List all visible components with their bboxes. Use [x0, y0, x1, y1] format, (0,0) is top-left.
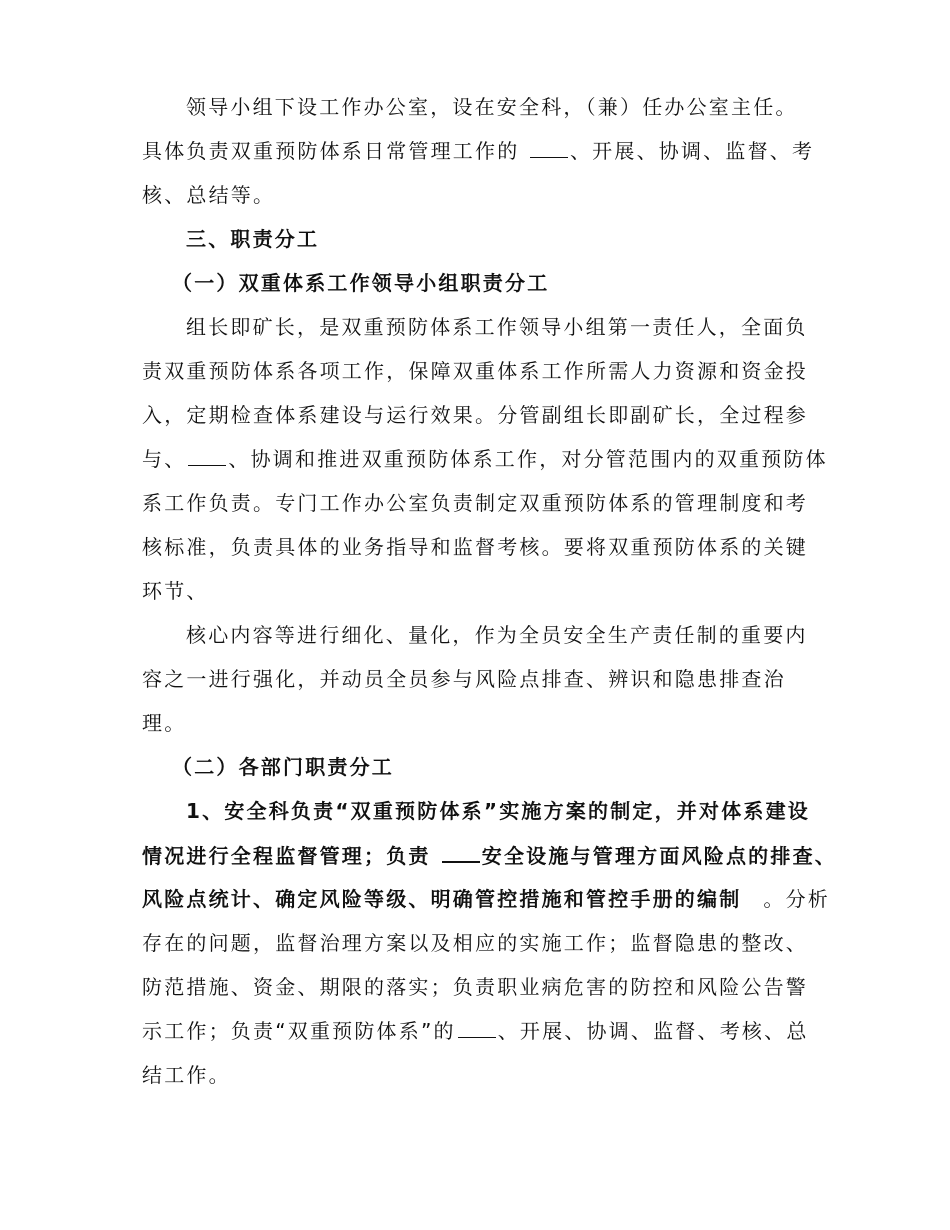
- paragraph-line: 示工作；负责“双重预防体系”的 、开展、协调、监督、考核、总: [142, 1019, 809, 1043]
- blank-underline: [188, 447, 226, 466]
- paragraph-line: 系工作负责。专门工作办公室负责制定双重预防体系的管理制度和考: [142, 491, 808, 515]
- blank-underline: [458, 1019, 496, 1038]
- paragraph-line: 1、安全科负责“双重预防体系”实施方案的制定，并对体系建设: [186, 799, 811, 823]
- blank-underline: [442, 843, 480, 863]
- paragraph-line: 防范措施、资金、期限的落实；负责职业病危害的防控和风险公告警: [142, 975, 808, 999]
- blank-underline: [530, 139, 568, 158]
- paragraph-line: 结工作。: [142, 1063, 231, 1087]
- paragraph-line: 核标准，负责具体的业务指导和监督考核。要将双重预防体系的关键: [142, 535, 808, 559]
- paragraph-line: 理。: [142, 711, 187, 735]
- paragraph-line: 入，定期检查体系建设与运行效果。分管副组长即副矿长，全过程参: [142, 403, 808, 427]
- paragraph-line: 组长即矿长，是双重预防体系工作领导小组第一责任人，全面负: [186, 315, 808, 339]
- paragraph-line: 容之一进行强化，并动员全员参与风险点排查、辨识和隐患排查治: [142, 667, 786, 691]
- paragraph-line: 环节、: [142, 579, 209, 603]
- paragraph-line: 具体负责双重预防体系日常管理工作的 、开展、协调、监督、考: [142, 139, 815, 163]
- section-heading: 三、职责分工: [186, 227, 320, 251]
- paragraph-line: 风险点统计、确定风险等级、明确管控措施和管控手册的编制 。分析: [142, 887, 831, 911]
- paragraph-line: 情况进行全程监督管理；负责 安全设施与管理方面风险点的排查、: [142, 844, 837, 868]
- subsection-heading: （一）双重体系工作领导小组职责分工: [172, 271, 550, 295]
- paragraph-line: 与、 、协调和推进双重预防体系工作，对分管范围内的双重预防体: [142, 447, 828, 471]
- paragraph-line: 核、总结等。: [142, 183, 276, 207]
- paragraph-line: 责双重预防体系各项工作，保障双重体系工作所需人力资源和资金投: [142, 359, 808, 383]
- paragraph-line: 存在的问题，监督治理方案以及相应的实施工作；监督隐患的整改、: [142, 931, 808, 955]
- paragraph-line: 核心内容等进行细化、量化，作为全员安全生产责任制的重要内: [186, 623, 808, 647]
- subsection-heading: （二）各部门职责分工: [172, 755, 394, 779]
- paragraph-line: 领导小组下设工作办公室，设在安全科，（兼）任办公室主任。: [186, 95, 798, 119]
